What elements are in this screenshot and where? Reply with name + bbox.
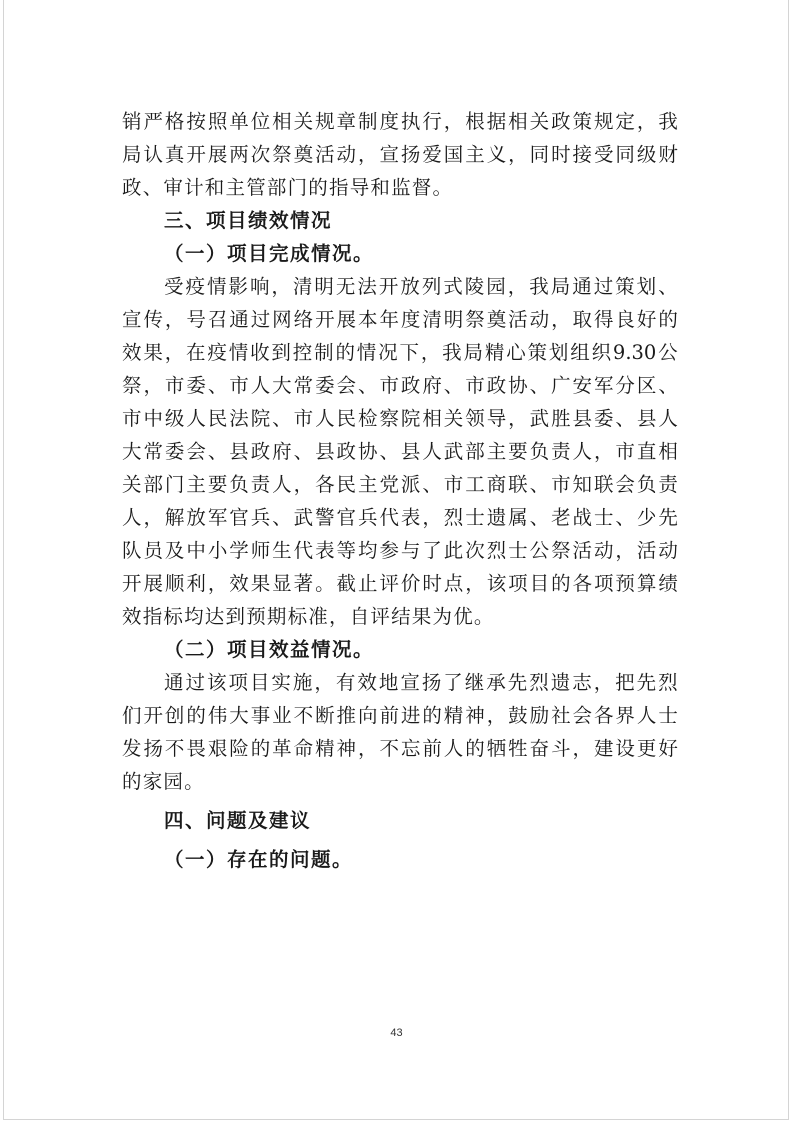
paragraph-line: 大 常 委 会 、 县 政 府 、 县 政 协 、 县 人 武 部 主 要 负 责 人 ， 市 直 相	[122, 440, 678, 463]
subsection-heading-problems: （一）存在的问题。	[164, 848, 354, 871]
paragraph-line: 们 开 创 的 伟 大 事 业 不 断 推 向 前 进 的 精 神 ， 鼓 励 社 会 各 界 人 士	[122, 704, 678, 727]
paragraph-line: 的家园。	[122, 770, 205, 793]
paragraph-line: 关 部 门 主 要 负 责 人 ， 各 民 主 党 派 、 市 工 商 联 、 市 知 联 会 负 责	[122, 473, 678, 496]
subsection-heading-completion: （一）项目完成情况。	[164, 242, 375, 265]
body-line: 政、审计和主管部门的指导和监督。	[122, 176, 454, 199]
page-number: 43	[390, 1027, 403, 1039]
paragraph-line: 队 员 及 中 小 学 师 生 代 表 等 均 参 与 了 此 次 烈 士 公 祭 活 动 ， 活 动	[122, 539, 678, 562]
body-line: 局 认 真 开 展 两 次 祭 奠 活 动 ， 宣 扬 爱 国 主 义 ， 同 时 接 受 同 级 财	[122, 143, 678, 166]
paragraph-line: 市 中 级 人 民 法 院 、 市 人 民 检 察 院 相 关 领 导 ， 武 胜 县 委 、 县 人	[122, 407, 678, 430]
section-heading-4: 四、问题及建议	[164, 809, 312, 832]
paragraph-line: 宣 传 ， 号 召 通 过 网 络 开 展 本 年 度 清 明 祭 奠 活 动 ， 取 得 良 好 的	[122, 308, 678, 331]
subsection-heading-benefit: （二）项目效益情况。	[164, 638, 375, 661]
section-heading-3: 三、项目绩效情况	[164, 209, 333, 232]
body-line: 销 严 格 按 照 单 位 相 关 规 章 制 度 执 行 ， 根 据 相 关 政 策 规 定 ， 我	[122, 110, 678, 133]
paragraph-line: 效指标均达到预期标准，自评结果为优。	[122, 605, 495, 628]
paragraph-line: 通 过 该 项 目 实 施 ， 有 效 地 宣 扬 了 继 承 先 烈 遗 志 ， 把 先 烈	[164, 671, 678, 694]
paragraph-line: 效 果 ， 在 疫 情 收 到 控 制 的 情 况 下 ， 我 局 精 心 策 划 组 织 9.30 公	[122, 341, 678, 364]
paragraph-line: 发 扬 不 畏 艰 险 的 革 命 精 神 ， 不 忘 前 人 的 牺 牲 奋 斗 ， 建 设 更 好	[122, 737, 678, 760]
paragraph-line: 祭 ， 市 委 、 市 人 大 常 委 会 、 市 政 府 、 市 政 协 、 广 安 军 分 区 、	[122, 374, 678, 397]
paragraph-line: 开 展 顺 利 ， 效 果 显 著 。 截 止 评 价 时 点 ， 该 项 目 的 各 项 预 算 绩	[122, 572, 678, 595]
paragraph-line: 受 疫 情 影 响 ， 清 明 无 法 开 放 列 式 陵 园 ， 我 局 通 过 策 划 、	[164, 275, 678, 298]
paragraph-line: 人 ， 解 放 军 官 兵 、 武 警 官 兵 代 表 ， 烈 士 遗 属 、 老 战 士 、 少 先	[122, 506, 678, 529]
document-body	[122, 105, 678, 876]
